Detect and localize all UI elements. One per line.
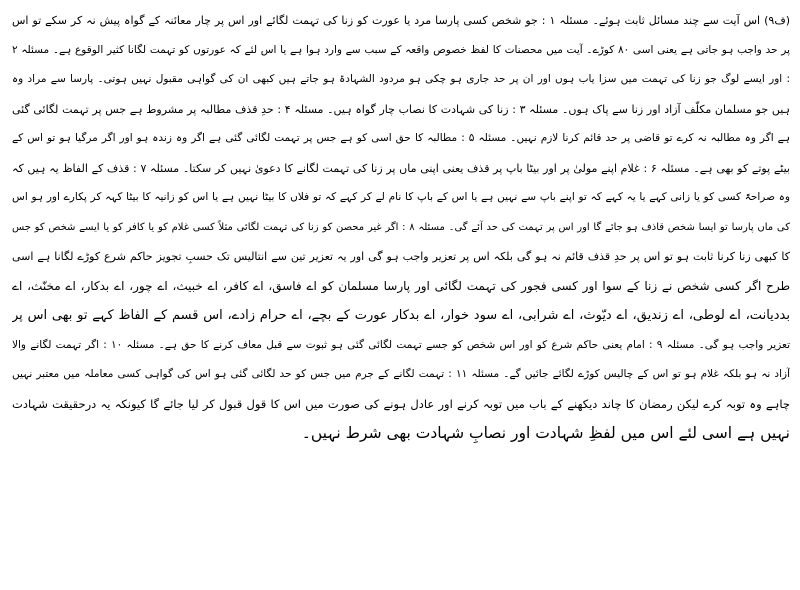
text-line-2: پر حد واجب ہو جاتی ہے یعنی اسی ۸۰ کوڑے۔ آیت میں محصنات کا لفظ خصوص واقعہ کے سبب سے وارد ہوا ہے یا اس لئے کہ عورتوں کو تہمت لگانا کثیر الوقوع ہے۔ مسئلہ ۲ [12,43,790,56]
text-line-7: وہ صراحۃً کسی کو یا زانی کہے یا یہ کہے کہ تو اپنے باپ سے نہیں ہے یا اس کے باپ کا نام لے کر کہے کہ تو فلاں کا بیٹا نہیں ہے یا اس کو زانیہ کا بیٹا کہہ کر پکارے اور ہو اس [12,191,790,203]
text-line-8: کی ماں پارسا تو ایسا شخص قاذف ہو جائے گا اور اس پر تہمت کی حد آئے گی۔ مسئلہ ۸ : اگر غیر محصن کو زنا کی تہمت لگائی مثلاً کسی غلام کو یا کافر کو یا ایسے شخص کو جس [12,221,790,233]
text-line-4: ہیں جو مسلمان مکلّف آزاد اور زنا سے پاک ہوں۔ مسئلہ ۳ : زنا کی شہادت کا نصاب چار گواہ ہیں۔ مسئلہ ۴ : حدِ قذف مطالبہ پر مشروط ہے جس پر تہمت لگائی گئی [12,102,790,116]
text-line-9: کا کبھی زنا کرنا ثابت ہو تو اس پر حدِ قذف قائم نہ ہو گی بلکہ اس پر تعزیر واجب ہو گی اور یہ تعزیر تین سے انتالیس تک حسبِ تجویز حاکم شرع کوڑے لگانا ہے اسی [12,250,790,263]
text-line-1: (ف۹) اس آیت سے چند مسائل ثابت ہوئے۔ مسئلہ ۱ : جو شخص کسی پارسا مرد یا عورت کو زنا کی تہمت لگائے اور اس پر چار معائنہ کے گواہ پیش نہ کر سکے تو اس [12,14,790,27]
text-line-11: بددیانت، اے لوطی، اے زندیق، اے دیّوث، اے شرابی، اے سود خوار، اے بدکار عورت کے بچے، اے حرام زادے، اس قسم کے الفاظ کہے تو بھی اس پر [12,308,790,323]
text-line-13: آزاد نہ ہو بلکہ غلام ہو تو اس کے چالیس کوڑے لگائے جائیں گے۔ مسئلہ ۱۱ : تہمت لگانے کے جرم میں جس کو حد لگائی گئی ہو اس کی گواہی کسی معاملہ میں معتبر نہیں [12,368,790,380]
text-line-12: تعزیر واجب ہو گی۔ مسئلہ ۹ : امام یعنی حاکم شرع کو اور اس شخص کو جسے تہمت لگائی گئی ہو ثبوت سے قبل معاف کرنے کا حق ہے۔ مسئلہ ۱۰ : اگر تہمت لگانے والا [12,338,790,351]
text-line-15: نہیں ہے اسی لئے اس میں لفظِ شہادت اور نصابِ شہادت بھی شرط نہیں۔ [301,424,790,442]
text-line-6: بیٹے پوتے کو بھی ہے۔ مسئلہ ۶ : غلام اپنے مولیٰ پر اور بیٹا باپ پر قذف یعنی اپنی ماں پر زنا کی تہمت لگانے کا دعویٰ نہیں کر سکتا۔ مسئلہ ۷ : قذف کے الفاظ یہ ہیں کہ [12,161,790,175]
text-line-3: : اور ایسے لوگ جو زنا کی تہمت میں سزا یاب ہوں اور ان پر حد جاری ہو چکی ہو مردود الشہادۃ ہو جاتے ہیں کبھی ان کی گواہی مقبول نہیں ہوتی۔ پارسا سے مراد وہ [12,73,790,85]
text-line-5: ہے اگر وہ مطالبہ نہ کرے تو قاضی پر حد قائم کرنا لازم نہیں۔ مسئلہ ۵ : مطالبہ کا حق اسی کو ہے جس پر تہمت لگائی گئی ہے اگر وہ زندہ ہو اور اگر مرگیا ہو تو اس کے [12,132,790,144]
text-line-14: چاہے وہ توبہ کرے لیکن رمضان کا چاند دیکھنے کے باب میں توبہ کرنے اور عادل ہونے کی صورت میں اس کا قول قبول کر لیا جائے گا کیونکہ یہ درحقیقت شہادت [12,396,790,411]
text-line-10: طرح اگر کسی شخص نے زنا کے سوا اور کسی فجور کی تہمت لگائی اور پارسا مسلمان کو اے فاسق، اے کافر، اے خبیث، اے چور، اے بدکار، اے مخنّث، اے [12,278,790,293]
